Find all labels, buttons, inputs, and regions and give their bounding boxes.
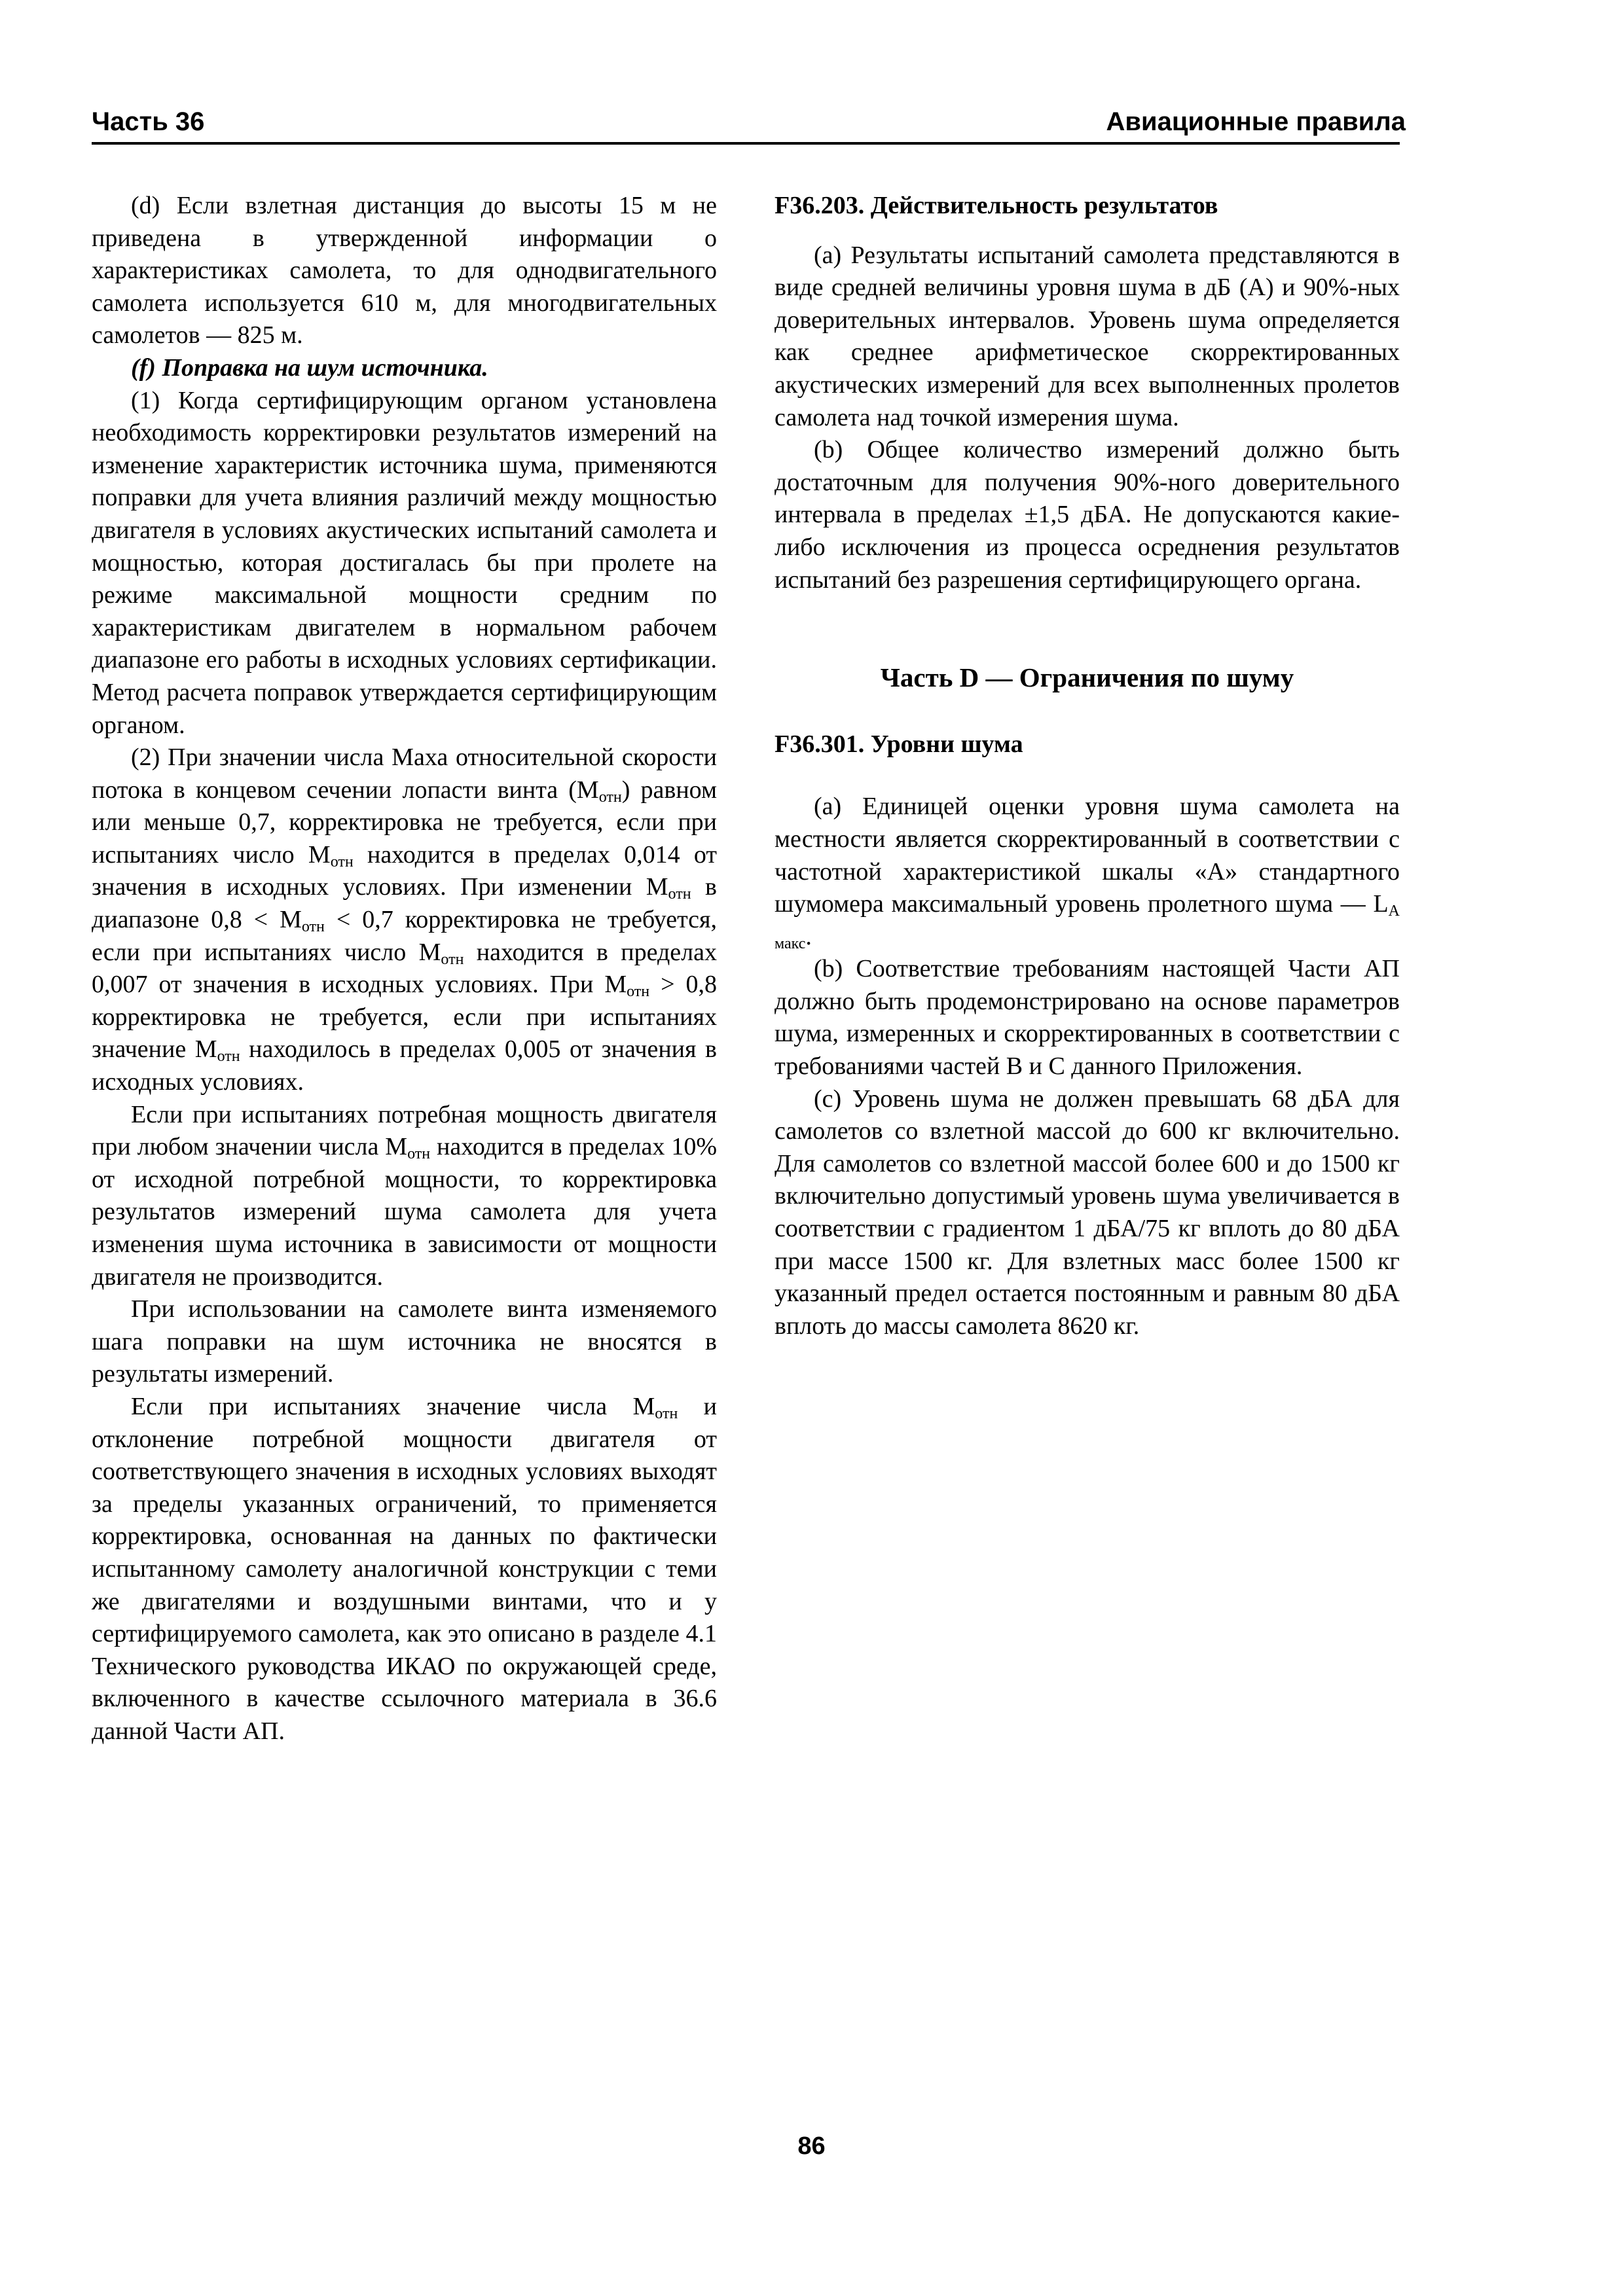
paragraph-203a: (a) Результаты испытаний самолета представляются в виде средней величины уровня шума в дБ (А) и 90%-ных доверительных интервалов. Уровень шума определяется как среднее арифметическое скорректированных акустических измерений для всех выполненных пролетов самолета над точкой измерения шума. bbox=[775, 241, 1400, 431]
paragraph-301c: (c) Уровень шума не должен превышать 68 дБА для самолетов со взлетной массой до 600 кг включительно. Для самолетов со взлетной массой более 600 и до 1500 кг включительно допустимый уровень шума увеличивается в соответствии с градиентом 1 дБА/75 кг вплоть до 80 дБА при массе 1500 кг. Для взлетных масс более 1500 кг указанный предел остается постоянным и равным 80 дБА вплоть до массы самолета 8620 кг. bbox=[775, 1085, 1400, 1340]
paragraph-301a: (a) Единицей оценки уровня шума самолета на местности является скорректированный в соответствии с частотной характеристикой шкалы «А» стандартного шумомера максимальный уровень пролетного шума — $L_{A макс}$. bbox=[775, 793, 1400, 952]
subsection-heading-f: (f) Поправка на шум источника. bbox=[131, 353, 488, 382]
paragraph-301b: (b) Соответствие требованиям настоящей Части АП должно быть продемонстрировано на основе параметров шума, измеренных и скорректированных в соответствии с требованиями частей В и С данного Приложения. bbox=[775, 955, 1400, 1081]
paragraph-d: (d) Если взлетная дистанция до высоты 15 м не приведена в утвержденной информации о характеристиках самолета, то для однодвигательного самолета используется 610 м, для многодвигательных самолетов — 825 м. bbox=[92, 192, 717, 350]
paragraph-variable-pitch: При использовании на самолете винта изменяемого шага поправки на шум источника не вносятся в результаты измерений. bbox=[92, 1295, 717, 1388]
paragraph-f1: (1) Когда сертифицирующим органом установлена необходимость корректировки результатов измерений на изменение характеристик источника шума, применяются поправки для учета влияния различий между мощностью двигателя в условиях акустических испытаний самолета и мощностью, которая достигалась бы при пролете на режиме максимальной мощности средним по характеристикам двигателем в нормальном рабочем диапазоне его работы в исходных условиях сертификации. Метод расчета поправок утверждается сертифицирующим органом. bbox=[92, 386, 717, 739]
header-part-label: Часть 36 bbox=[92, 107, 205, 136]
paragraph-correction: Если при испытаниях значение числа $M_{отн}$ и отклонение потребной мощности двигателя от соответствующего значения в исходных условиях выходят за пределы указанных ограничений, то применяется корректировка, основанная на данных по фактически испытанному самолету аналогичной конструкции с теми же двигателями и воздушными винтами, что и у сертифицируемого самолета, как это описано в разделе 4.1 Технического руководства ИКАО по окружающей среде, включенного в качестве ссылочного материала в 36.6 данной Части АП. bbox=[92, 1392, 717, 1745]
right-column bbox=[775, 190, 1400, 1342]
part-d-title: Часть D — Ограничения по шуму bbox=[880, 662, 1294, 693]
paragraph-power: Если при испытаниях потребная мощность двигателя при любом значении числа $M_{отн}$ находится в пределах 10% от исходной потребной мощности, то корректировка результатов измерений шума самолета для учета изменения шума источника в зависимости от мощности двигателя не производится. bbox=[92, 1100, 717, 1291]
paragraph-203b: (b) Общее количество измерений должно быть достаточным для получения 90%-ного доверительного интервала в пределах ±1,5 дБА. Не допускаются какие-либо исключения из процесса осреднения результатов испытаний без разрешения сертифицирующего органа. bbox=[775, 436, 1400, 594]
left-column bbox=[92, 190, 717, 1748]
header-title: Авиационные правила bbox=[1106, 107, 1406, 136]
page-number: 86 bbox=[797, 2132, 826, 2160]
section-heading-f36-301: F36.301. Уровни шума bbox=[775, 730, 1023, 758]
section-heading-f36-203: F36.203. Действительность результатов bbox=[775, 192, 1218, 219]
paragraph-f2: (2) При значении числа Маха относительной скорости потока в концевом сечении лопасти винта $(M_{отн})$ равном или меньше 0,7, корректировка не требуется, если при испытаниях число $M_{отн}$ находится в пределах 0,014 от значения в исходных условиях. При изменении $M_{отн}$ в диапазоне $0,8 < M_{отн} < 0,7$ корректировка не требуется, если при испытаниях число $M_{отн}$ находится в пределах 0,007 от значения в исходных условиях. При $M_{отн} > 0,8$ корректировка не требуется, если при испытаниях значение $M_{отн}$ находилось в пределах 0,005 от значения в исходных условиях. bbox=[92, 744, 717, 1096]
header-rule bbox=[92, 142, 1400, 145]
